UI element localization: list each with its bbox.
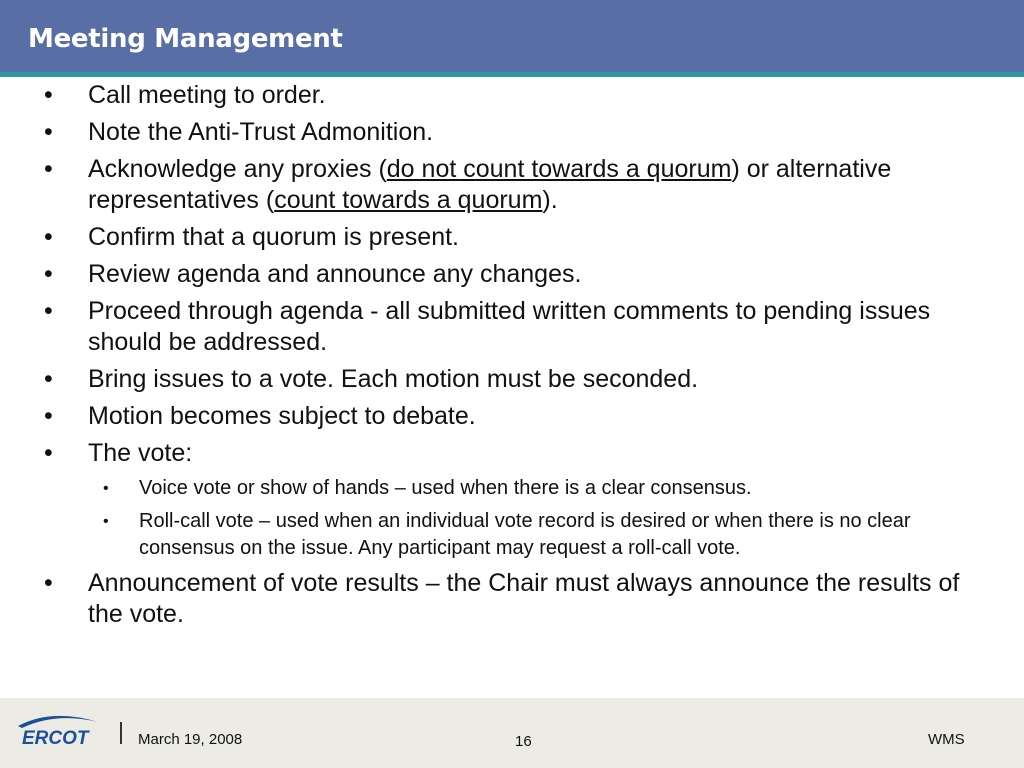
- bullet-text: Proceed through agenda - all submitted written comments to pending issues should be addressed.: [88, 297, 931, 356]
- bullet-text: Announcement of vote results – the Chair must always announce the results of the vote.: [88, 569, 960, 628]
- title-bar: [0, 0, 1024, 72]
- logo-swoosh: [18, 716, 98, 728]
- bullet-item: [0, 154, 1024, 216]
- slide-body: [0, 80, 1024, 636]
- page-number: 16: [515, 733, 532, 750]
- footer-org: WMS: [928, 731, 965, 748]
- bullet-item: [0, 364, 1024, 395]
- bullet-text-part: ) or alternative representatives (: [88, 155, 892, 214]
- bullet-marker: •: [44, 439, 53, 467]
- bullet-marker: •: [44, 223, 53, 251]
- bullet-text: The vote:: [88, 439, 193, 467]
- underlined-phrase: do not count towards a quorum: [386, 155, 732, 183]
- bullet-item: [0, 222, 1024, 253]
- bullet-text: Confirm that a quorum is present.: [88, 223, 459, 251]
- bullet-marker: •: [44, 81, 53, 109]
- sub-bullet-marker: •: [103, 513, 109, 530]
- slide-title: Meeting Management: [28, 24, 343, 54]
- slide-footer: [0, 698, 1024, 768]
- bullet-text: Call meeting to order.: [88, 81, 326, 109]
- bullet-item: [0, 438, 1024, 469]
- title-underline: [0, 72, 1024, 77]
- footer-date: March 19, 2008: [138, 731, 243, 748]
- footer-divider: [120, 722, 122, 744]
- underlined-phrase: count towards a quorum: [274, 186, 543, 214]
- bullet-marker: •: [44, 297, 53, 325]
- bullet-text: Motion becomes subject to debate.: [88, 402, 476, 430]
- bullet-marker: •: [44, 365, 53, 393]
- sub-bullet-text: Voice vote or show of hands – used when there is a clear consensus.: [139, 477, 752, 499]
- sub-bullet-marker: •: [103, 480, 109, 497]
- bullet-marker: •: [44, 260, 53, 288]
- bullet-item: [0, 80, 1024, 111]
- bullet-item: [0, 401, 1024, 432]
- bullet-marker: •: [44, 155, 53, 183]
- bullet-item: [0, 568, 1024, 630]
- bullet-text: [88, 155, 891, 214]
- bullet-text: Bring issues to a vote. Each motion must be seconded.: [88, 365, 699, 393]
- sub-bullet-item: [0, 475, 1024, 502]
- bullet-text-part: ).: [542, 186, 558, 214]
- sub-bullet-item: [0, 508, 1024, 562]
- sub-bullet-text: Roll-call vote – used when an individual vote record is desired or when there is no clear consensus on the issue. Any participant may request a roll-call vote.: [139, 510, 911, 559]
- bullet-item: [0, 296, 1024, 358]
- bullet-marker: •: [44, 402, 53, 430]
- logo-wordmark: ERCOT: [22, 728, 89, 749]
- ercot-logo: [12, 710, 104, 750]
- bullet-text-part: Acknowledge any proxies (: [88, 155, 387, 183]
- bullet-text: Review agenda and announce any changes.: [88, 260, 582, 288]
- bullet-marker: •: [44, 569, 53, 597]
- bullet-item: [0, 259, 1024, 290]
- bullet-text: Note the Anti-Trust Admonition.: [88, 118, 434, 146]
- bullet-item: [0, 117, 1024, 148]
- bullet-marker: •: [44, 118, 53, 146]
